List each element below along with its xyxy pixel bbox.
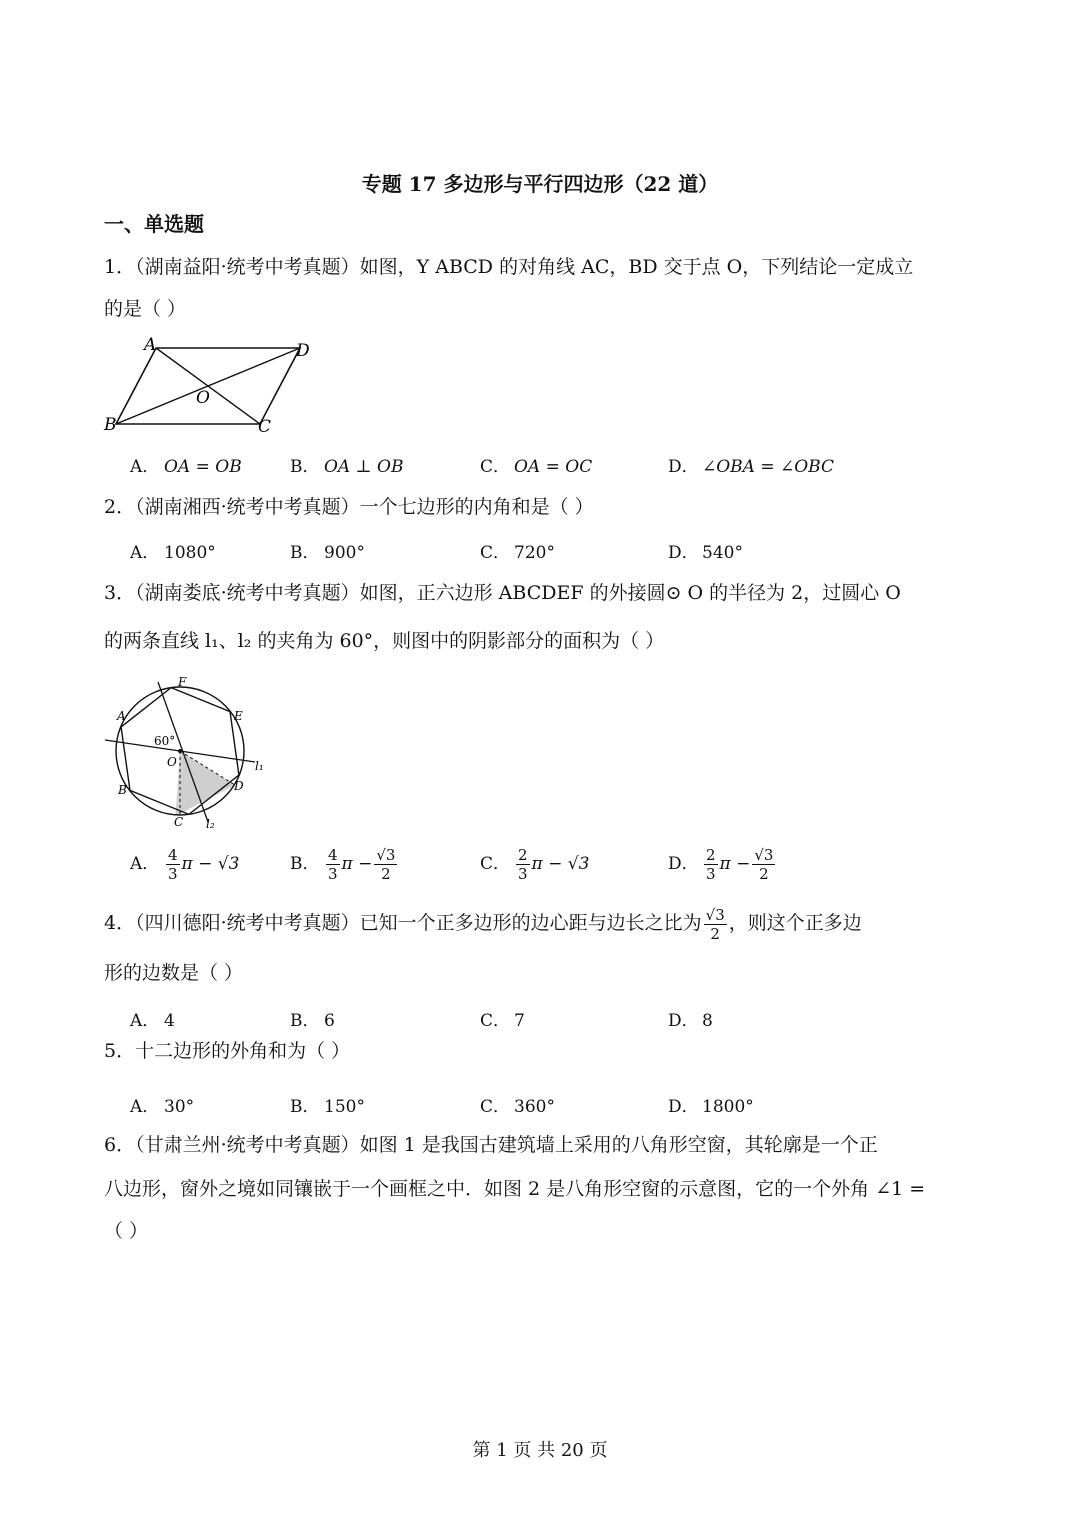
page-footer: 第 1 页 共 20 页 <box>472 1440 608 1461</box>
question-6-line2: 八边形，窗外之境如同镶嵌于一个画框之中．如图 2 是八角形空窗的示意图，它的一个外角 ∠1 = <box>104 1178 926 1200</box>
question-4-line1: 4．（四川德阳·统考中考真题）已知一个正多边形的边心距与边长之比为 $\frac{√3}{2}$ ，则这个正多边 <box>104 905 862 943</box>
label-f: F <box>178 675 187 689</box>
question-2-text: 2．（湖南湘西·统考中考真题）一个七边形的内角和是（ ） <box>104 496 594 518</box>
label-c: C <box>174 815 184 829</box>
label-c: C <box>258 417 272 437</box>
question-6-line3: （ ） <box>104 1220 149 1242</box>
label-b: B <box>104 415 117 435</box>
q4-option-c[interactable]: C． 7 <box>480 1011 525 1031</box>
shaded-region <box>176 751 236 816</box>
parallelogram-figure <box>100 330 330 440</box>
label-b: B <box>118 783 127 797</box>
question-1-line2: 的是（ ） <box>104 298 187 320</box>
q2-option-b[interactable]: B． 900° <box>290 543 365 563</box>
question-5-text: 5．十二边形的外角和为（ ） <box>104 1040 351 1062</box>
label-o: O <box>167 755 177 769</box>
q4-option-b[interactable]: B． 6 <box>290 1011 335 1031</box>
label-l2: l₂ <box>206 817 215 831</box>
label-a: A <box>117 709 126 723</box>
diagonal-bd <box>116 348 300 424</box>
q1-option-a[interactable]: A． OA = OB <box>130 457 242 477</box>
question-1-intro: 1．（湖南益阳·统考中考真题）如图， <box>104 256 417 278</box>
q5-option-d[interactable]: D． 1800° <box>668 1097 754 1117</box>
question-3-line1: 3．（湖南娄底·统考中考真题）如图，正六边形 ABCDEF 的外接圆⊙ O 的半径为 2，过圆心 O <box>104 582 901 604</box>
q3-option-b[interactable]: B． $\frac{4}{3}$ π − $\frac{√3}{2}$ <box>290 846 396 883</box>
q1-option-d[interactable]: D． ∠OBA = ∠OBC <box>668 457 834 477</box>
question-4-line2: 形的边数是（ ） <box>104 962 244 984</box>
q2-option-a[interactable]: A． 1080° <box>130 543 216 563</box>
q1-option-b[interactable]: B． OA ⊥ OB <box>290 457 404 477</box>
q3-option-d[interactable]: D． $\frac{2}{3}$ π − $\frac{√3}{2}$ <box>668 846 774 883</box>
label-l1: l₁ <box>255 759 264 773</box>
q5-option-a[interactable]: A． 30° <box>130 1097 195 1117</box>
question-1-text <box>104 246 913 288</box>
label-d: D <box>234 779 244 793</box>
center-dot <box>178 749 182 753</box>
q2-option-d[interactable]: D． 540° <box>668 543 743 563</box>
page-title: 专题 17 多边形与平行四边形（22 道） <box>361 172 719 196</box>
q3-option-a[interactable]: A． $\frac{4}{3}$ π − √3 <box>130 846 240 883</box>
q4-option-d[interactable]: D． 8 <box>668 1011 713 1031</box>
q4-option-a[interactable]: A． 4 <box>130 1011 175 1031</box>
question-3-line2: 的两条直线 l₁、l₂ 的夹角为 60°，则图中的阴影部分的面积为（ ） <box>104 630 665 652</box>
question-6-line1: 6．（甘肃兰州·统考中考真题）如图 1 是我国古建筑墙上采用的八角形空窗，其轮廓是一个正 <box>104 1134 878 1156</box>
label-o: O <box>196 388 210 408</box>
q2-option-c[interactable]: C． 720° <box>480 543 555 563</box>
q5-option-c[interactable]: C． 360° <box>480 1097 555 1117</box>
angle-label: 60° <box>154 734 176 748</box>
q5-option-b[interactable]: B． 150° <box>290 1097 365 1117</box>
q3-option-c[interactable]: C． $\frac{2}{3}$ π − √3 <box>480 846 590 883</box>
section-heading: 一、单选题 <box>104 212 204 236</box>
q1-option-c[interactable]: C． OA = OC <box>480 457 593 477</box>
hexagon-circle-figure <box>100 672 280 832</box>
label-d: D <box>296 341 310 361</box>
label-e: E <box>234 709 243 723</box>
question-1-statement: Y ABCD 的对角线 AC，BD 交于点 O，下列结论一定成立 <box>416 256 914 278</box>
label-a: A <box>144 335 157 355</box>
